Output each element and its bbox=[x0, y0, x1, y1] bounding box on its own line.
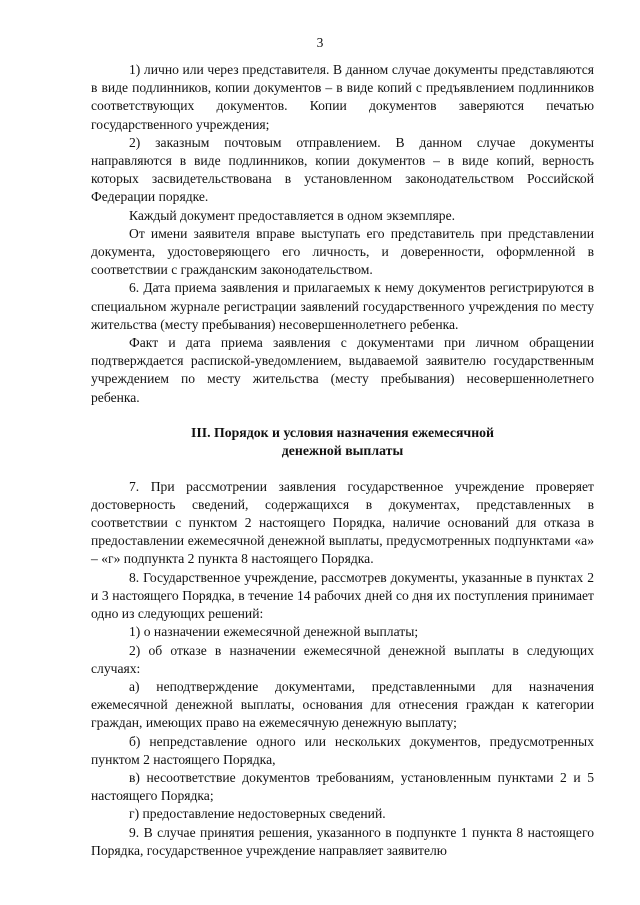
paragraph-representative: От имени заявителя вправе выступать его представитель при представлении документа, удостоверяющего его личность, и доверенности, оформленной в соответствии с гражданским законодательством. bbox=[91, 225, 594, 278]
paragraph-clause-7: 7. При рассмотрении заявления государственное учреждение проверяет достоверность сведений, содержащихся в документах, представленных в соответствии с пунктом 2 настоящего Порядка, наличие оснований для отказа в предоставлении ежемесячной денежной выплаты, предусмотренных подпунктами «а» – «г» подпункта 2 пункта 8 настоящего Порядка. bbox=[91, 478, 594, 567]
document-body bbox=[91, 61, 594, 860]
paragraph-reason-b: б) непредставление одного или нескольких документов, предусмотренных пунктом 2 настоящего Порядка, bbox=[91, 733, 594, 767]
paragraph-clause-9: 9. В случае принятия решения, указанного в подпункте 1 пункта 8 настоящего Порядка, государственное учреждение направляет заявителю bbox=[91, 824, 594, 858]
spacer bbox=[91, 407, 594, 424]
paragraph-item-2-mail: 2) заказным почтовым отправлением. В данном случае документы направляются в виде подлинников, копии документов – в виде копий, верность которых засвидетельствована в установленном законодательством Российской Федерации порядке. bbox=[91, 134, 594, 205]
paragraph-single-copy: Каждый документ предоставляется в одном экземпляре. bbox=[129, 207, 456, 223]
paragraph-decision-1: 1) о назначении ежемесячной денежной выплаты; bbox=[129, 624, 419, 640]
spacer bbox=[91, 461, 594, 478]
paragraph-clause-8: 8. Государственное учреждение, рассмотрев документы, указанные в пунктах 2 и 3 настоящего Порядка, в течение 14 рабочих дней со дня их поступления принимает одно из следующих решений: bbox=[91, 569, 594, 622]
section-heading-line-1: III. Порядок и условия назначения ежемесячной bbox=[191, 424, 494, 440]
page-number: 3 bbox=[316, 35, 324, 50]
paragraph-item-1-personal: 1) лично или через представителя. В данном случае документы представляются в виде подлинников, копии документов – в виде копий с предъявлением подлинников соответствующих документов. Копии документов заверяются печатью государственного учреждения; bbox=[91, 62, 594, 132]
paragraph-receipt-notice: Факт и дата приема заявления с документами при личном обращении подтверждается распиской-уведомлением, выдаваемой заявителю государственным учреждением по месту жительства (месту пребывания) несовершеннолетнего ребенка. bbox=[91, 335, 594, 405]
section-heading-line-2: денежной выплаты bbox=[281, 443, 404, 459]
paragraph-reason-a: а) неподтверждение документами, представленными для назначения ежемесячной денежной выплаты, основания для отнесения граждан к категории граждан, имеющих право на ежемесячную денежную выплату; bbox=[91, 678, 594, 731]
paragraph-reason-v: в) несоответствие документов требованиям, установленным пунктами 2 и 5 настоящего Порядка; bbox=[91, 769, 594, 804]
paragraph-decision-2: 2) об отказе в назначении ежемесячной денежной выплаты в следующих случаях: bbox=[91, 642, 594, 676]
paragraph-clause-6: 6. Дата приема заявления и прилагаемых к нему документов регистрируются в специальном журнале регистрации заявлений государственного учреждения по месту жительства (месту пребывания) несовершеннолетнего ребенка. bbox=[91, 280, 594, 332]
paragraph-reason-g: г) предоставление недостоверных сведений. bbox=[129, 806, 386, 822]
